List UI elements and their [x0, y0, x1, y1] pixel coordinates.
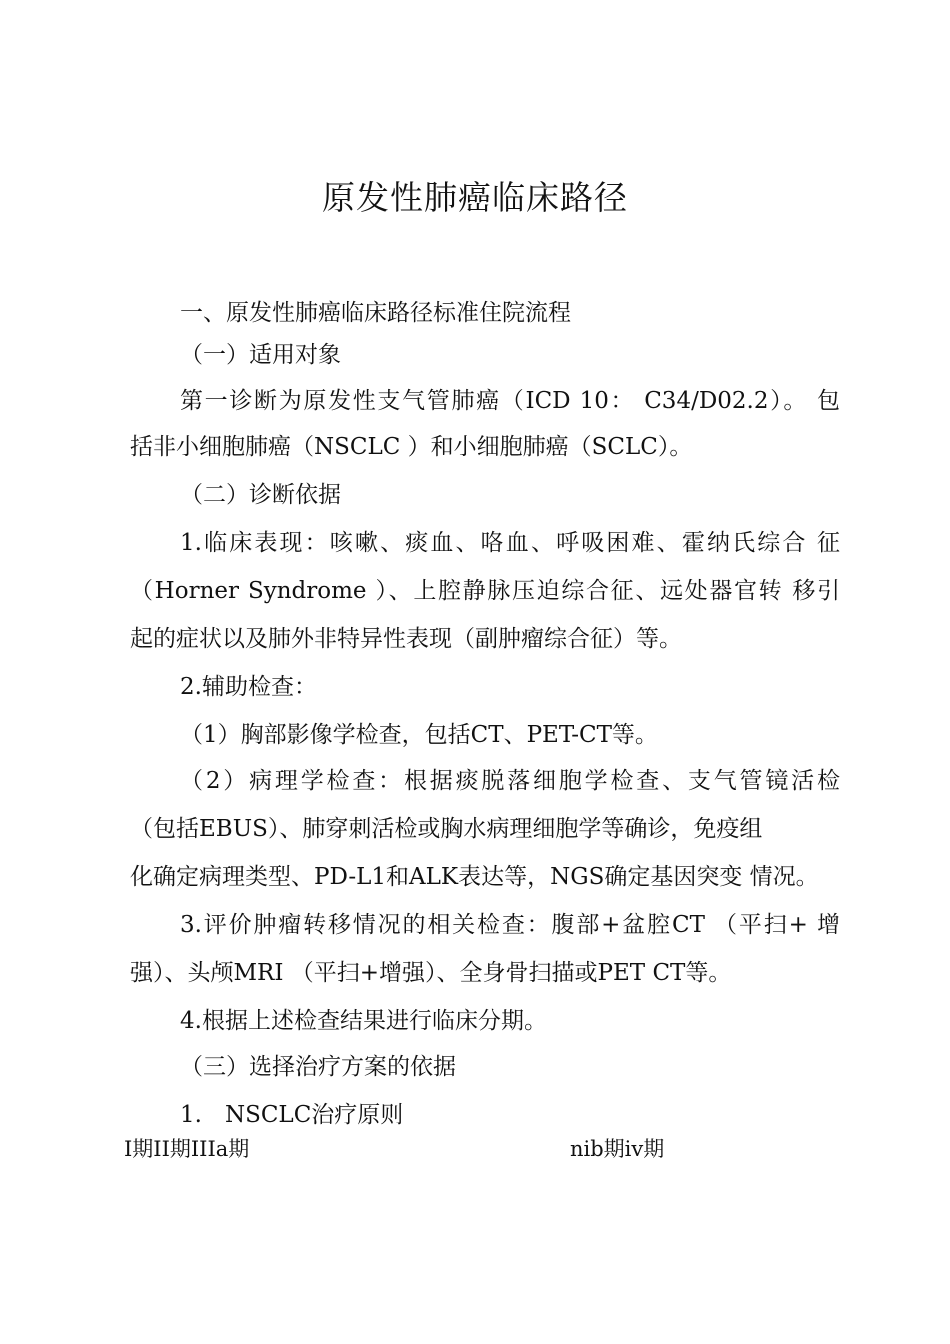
paragraph-2-line-1: 1.临床表现：咳嗽、痰血、咯血、呼吸困难、霍纳氏综合 征 — [180, 530, 840, 556]
document-title: 原发性肺癌临床路径 — [322, 178, 628, 217]
subsection-heading-2: （二）诊断依据 — [180, 482, 341, 508]
paragraph-5-line-1: （2）病理学检查：根据痰脱落细胞学检查、支气管镜活检 — [180, 768, 840, 794]
paragraph-2-line-2: （Horner Syndrome ）、上腔静脉压迫综合征、远处器官转 移引 — [130, 578, 840, 604]
stage-label-right: nib期iv期 — [570, 1137, 665, 1161]
paragraph-2-line-3: 起的症状以及肺外非特异性表现（副肿瘤综合征）等。 — [130, 626, 682, 652]
paragraph-8: 1. NSCLC治疗原则 — [180, 1102, 404, 1128]
paragraph-3: 2.辅助检查： — [180, 674, 317, 700]
stage-label-left: I期II期IIIa期 — [124, 1137, 250, 1161]
paragraph-1-line-2: 括非小细胞肺癌（NSCLC ）和小细胞肺癌（SCLC）。 — [130, 434, 693, 460]
paragraph-5-line-3: 化确定病理类型、PD-L1和ALK表达等，NGS确定基因突变 情况。 — [130, 864, 819, 890]
paragraph-7: 4.根据上述检查结果进行临床分期。 — [180, 1008, 547, 1034]
subsection-heading-1: （一）适用对象 — [180, 342, 341, 368]
paragraph-4: （1）胸部影像学检查，包括CT、PET-CT等。 — [180, 722, 658, 748]
subsection-heading-3: （三）选择治疗方案的依据 — [180, 1054, 456, 1080]
section-heading-1: 一、原发性肺癌临床路径标准住院流程 — [180, 300, 571, 326]
paragraph-1-line-1: 第一诊断为原发性支气管肺癌（ICD 10： C34/D02.2）。 包 — [180, 388, 840, 414]
paragraph-6-line-2: 强）、头颅MRI （平扫+增强）、全身骨扫描或PET CT等。 — [130, 960, 732, 986]
paragraph-6-line-1: 3.评价肿瘤转移情况的相关检查：腹部+盆腔CT （平扫+ 增 — [180, 912, 840, 938]
paragraph-5-line-2: （包括EBUS）、肺穿刺活检或胸水病理细胞学等确诊，免疫组 — [130, 816, 763, 842]
